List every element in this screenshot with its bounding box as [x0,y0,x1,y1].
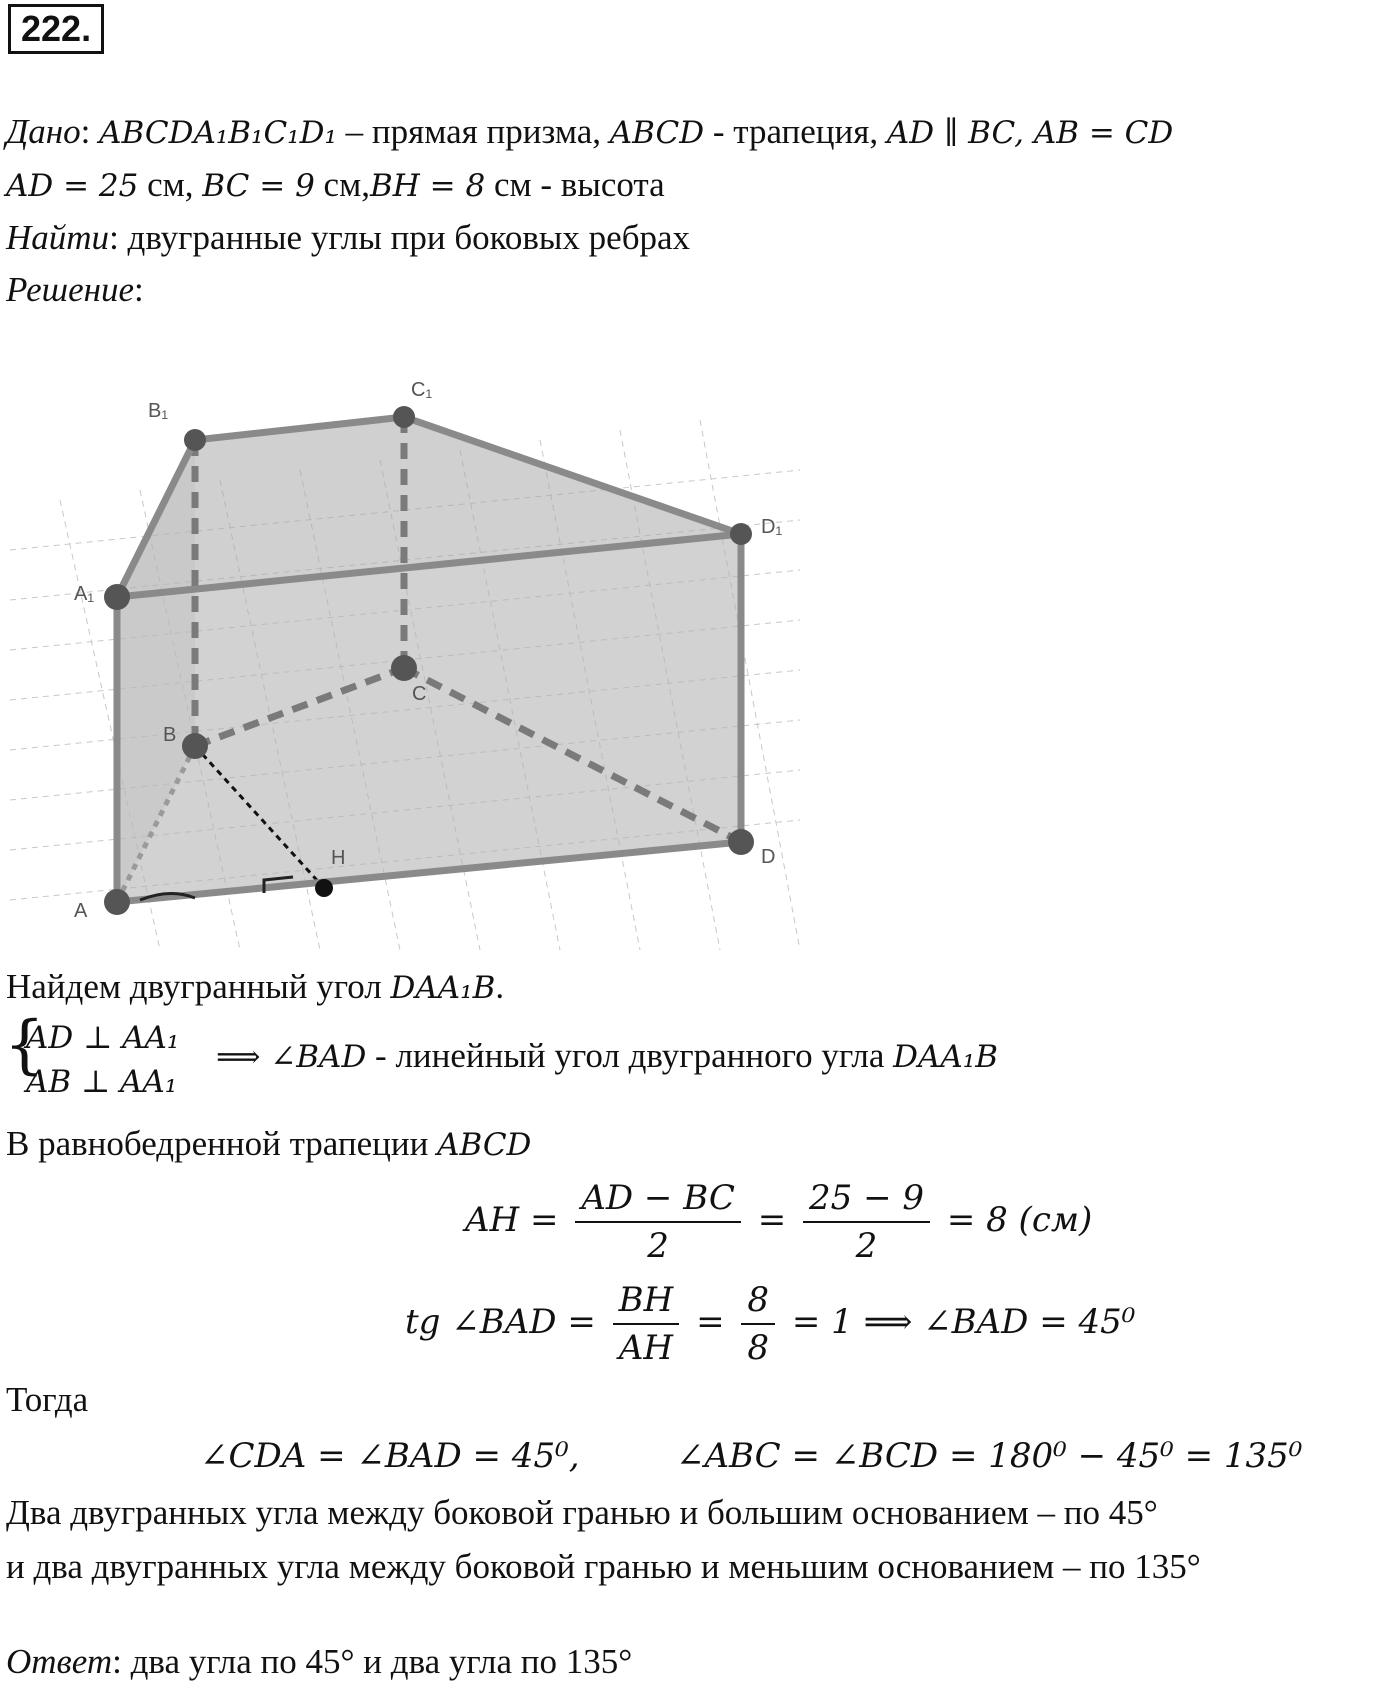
solution-colon: : [134,270,144,309]
prism-figure [0,360,820,960]
given-text: см, [314,165,370,204]
label-h: H [331,847,346,869]
fraction-denominator: 8 [747,1328,770,1368]
label-d: D [761,846,776,868]
formula-ah-eq: = [757,1200,787,1240]
step1-angle: DAA₁B [390,970,496,1006]
fraction-25-9 [803,1175,930,1269]
given-text: см - высота [485,165,665,204]
given-text: – прямая призма, [336,112,610,151]
trapezoid-name: ABCD [437,1127,532,1163]
find-line [6,216,690,260]
find-text: : двугранные углы при боковых ребрах [109,218,691,257]
formula-angles-right: ∠ABC = ∠BCD = 180⁰ − 45⁰ = 135⁰ [676,1436,1303,1476]
step1-end: . [495,967,505,1006]
fraction-ad-bc [575,1175,741,1269]
answer-line [6,1640,632,1684]
given-line-2 [6,163,665,208]
given-line-1: Дано: ABCDA₁B₁C₁D₁ – прямая призма, ABCD - трапеция, AD ∥ BC, AB = CD [6,112,1174,151]
system-implication [216,1034,998,1079]
formula-ah [465,1175,1092,1269]
given-ad: AD = 25 [6,168,139,204]
trapezoid-text: В равнобедренной трапеции [6,1124,438,1163]
fraction-denominator: 2 [647,1226,669,1266]
system-row-1: AD ⊥ AA₁ [26,1020,180,1056]
conclusion-line-2: и два двугранных угла между боковой гранью и меньшим основанием – по 135° [6,1547,1201,1586]
given-text: см, [138,165,203,204]
fraction-numerator: AD − BC [575,1175,741,1223]
fraction-8-8 [741,1277,775,1371]
label-b: B [163,724,177,746]
answer-text: : два угла по 45° и два угла по 135° [112,1642,633,1681]
system-row-2: AB ⊥ AA₁ [26,1064,178,1100]
formula-angles-left: ∠CDA = ∠BAD = 45⁰, [200,1436,580,1476]
problem-number: 222. [8,4,104,54]
label-b1: B₁ [148,400,169,422]
formula-tg-eq: = [696,1302,725,1342]
formula-ah-lhs: AH = [465,1200,559,1240]
given-bc: BC = 9 [202,168,315,204]
label-c1: C₁ [411,379,433,401]
label-a: A [74,900,88,922]
given-text: - трапеция, [704,112,887,151]
answer-label: Ответ [6,1642,113,1681]
formula-ah-rhs: = 8 (см) [946,1200,1093,1240]
conclusion-line-1: Два двугранных угла между боковой гранью и большим основанием – по 45° [6,1493,1158,1532]
formula-tg [405,1277,1135,1371]
given-bh: BH = 8 [369,168,486,204]
formula-tg-lhs: tg ∠BAD = [405,1302,596,1342]
solution-heading [6,268,144,312]
implication-text: - линейный угол двугранного угла [366,1036,894,1075]
label-c: C [412,683,427,705]
given-label: Дано [6,112,81,151]
find-label: Найти [6,218,110,257]
trapezoid-line [6,1122,531,1167]
formula-tg-rhs: = 1 ⟹ ∠BAD = 45⁰ [791,1302,1136,1342]
fraction-numerator: 25 − 9 [803,1175,930,1223]
fraction-numerator: BH [613,1277,680,1325]
given-trapezoid-name: ABCD [609,115,705,151]
fraction-bh-ah [613,1277,680,1371]
step1-line [6,965,504,1010]
then-label: Тогда [6,1380,89,1419]
given-relations: AD ∥ BC, AB = CD [886,115,1174,151]
step1-text: Найдем двугранный угол [6,967,391,1006]
fraction-numerator: 8 [741,1277,775,1325]
implication-angle: ⟹ ∠BAD [216,1039,367,1075]
label-d1: D₁ [761,516,783,538]
implication-dihedral: DAA₁B [893,1039,999,1075]
system-brace: { [4,1008,45,1082]
fraction-denominator: 2 [855,1226,878,1266]
solution-label: Решение [6,270,135,309]
given-prism-name: ABCDA₁B₁C₁D₁ [99,115,337,151]
fraction-denominator: AH [618,1328,674,1368]
label-a1: A₁ [74,583,95,605]
